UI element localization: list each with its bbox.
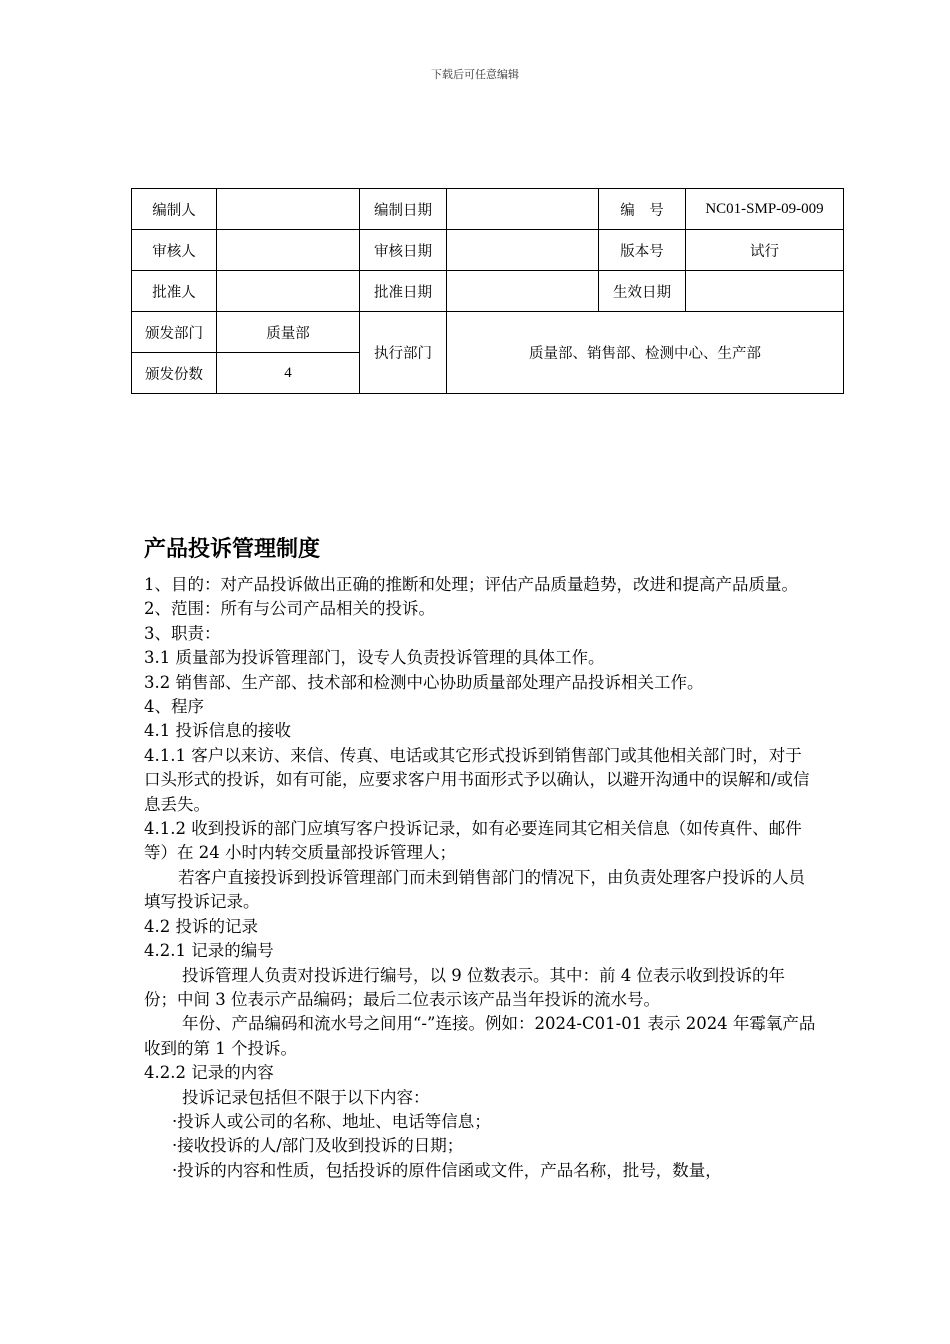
effective-date-label: 生效日期: [599, 271, 686, 312]
effective-date-value: [686, 271, 844, 312]
copies-value: 4: [217, 353, 360, 394]
prepared-date-value: [447, 189, 599, 230]
paragraph-3-1: 3.1 质量部为投诉管理部门，设专人负责投诉管理的具体工作。: [144, 648, 605, 668]
copies-label: 颁发份数: [132, 353, 217, 394]
reviewed-by-value: [217, 230, 360, 271]
doc-number-label: 编 号: [599, 189, 686, 230]
executing-dept-value: 质量部、销售部、检测中心、生产部: [447, 312, 844, 394]
paragraph-numbering-example: 年份、产品编码和流水号之间用“-”连接。例如：2024-C01-01 表示 2024 年霉氧产品收到的第 1 个投诉。: [144, 1014, 816, 1058]
table-row: [132, 312, 844, 353]
document-title: 产品投诉管理制度: [144, 537, 321, 562]
paragraph-4-2-2: 4.2.2 记录的内容: [144, 1063, 274, 1083]
approval-date-label: 批准日期: [360, 271, 447, 312]
approved-by-label: 批准人: [132, 271, 217, 312]
paragraph-4-2: 4.2 投诉的记录: [144, 916, 258, 936]
prepared-by-label: 编制人: [132, 189, 217, 230]
paragraph-procedure: 4、程序: [144, 697, 204, 717]
reviewed-by-label: 审核人: [132, 230, 217, 271]
issuing-dept-label: 颁发部门: [132, 312, 217, 353]
header-note: 下载后可任意编辑: [431, 68, 519, 81]
paragraph-4-1-1: 4.1.1 客户以来访、来信、传真、电话或其它形式投诉到销售部门或其他相关部门时，对于口头形式的投诉，如有可能，应要求客户用书面形式予以确认，以避开沟通中的误解和/或信息丢失。: [144, 745, 810, 814]
paragraph-direct-complaint: 若客户直接投诉到投诉管理部门而未到销售部门的情况下，由负责处理客户投诉的人员填写投诉记录。: [144, 867, 805, 912]
paragraph-responsibility: 3、职责：: [144, 623, 221, 643]
review-date-label: 审核日期: [360, 230, 447, 271]
table-row: [132, 271, 844, 312]
review-date-value: [447, 230, 599, 271]
table-row: [132, 230, 844, 271]
version-value: 试行: [686, 230, 844, 271]
prepared-date-label: 编制日期: [360, 189, 447, 230]
paragraph-4-1: 4.1 投诉信息的接收: [144, 721, 291, 741]
version-label: 版本号: [599, 230, 686, 271]
paragraph-4-1-2: 4.1.2 收到投诉的部门应填写客户投诉记录，如有必要连同其它相关信息（如传真件、邮件等）在 24 小时内转交质量部投诉管理人；: [144, 819, 802, 863]
issuing-dept-value: 质量部: [217, 312, 360, 353]
list-item: ·投诉人或公司的名称、地址、电话等信息；: [172, 1111, 491, 1131]
paragraph-4-2-1: 4.2.1 记录的编号: [144, 941, 274, 961]
paragraph-3-2: 3.2 销售部、生产部、技术部和检测中心协助质量部处理产品投诉相关工作。: [144, 672, 704, 692]
document-body: [144, 573, 816, 1183]
paragraph-record-contents: 投诉记录包括但不限于以下内容：: [182, 1087, 430, 1107]
executing-dept-label: 执行部门: [360, 312, 447, 394]
list-item: ·投诉的内容和性质，包括投诉的原件信函或文件，产品名称，批号，数量，: [172, 1160, 722, 1180]
paragraph-numbering: 投诉管理人负责对投诉进行编号，以 9 位数表示。其中：前 4 位表示收到投诉的年份；中间 3 位表示产品编码；最后二位表示该产品当年投诉的流水号。: [144, 965, 785, 1009]
approved-by-value: [217, 271, 360, 312]
table-row: [132, 189, 844, 230]
prepared-by-value: [217, 189, 360, 230]
paragraph-scope: 2、范围：所有与公司产品相关的投诉。: [144, 599, 435, 619]
document-control-table: [131, 188, 844, 394]
list-item: ·接收投诉的人/部门及收到投诉的日期；: [172, 1136, 464, 1156]
paragraph-purpose: 1、目的：对产品投诉做出正确的推断和处理；评估产品质量趋势，改进和提高产品质量。: [144, 575, 798, 594]
approval-date-value: [447, 271, 599, 312]
doc-number-value: NC01-SMP-09-009: [686, 189, 844, 230]
